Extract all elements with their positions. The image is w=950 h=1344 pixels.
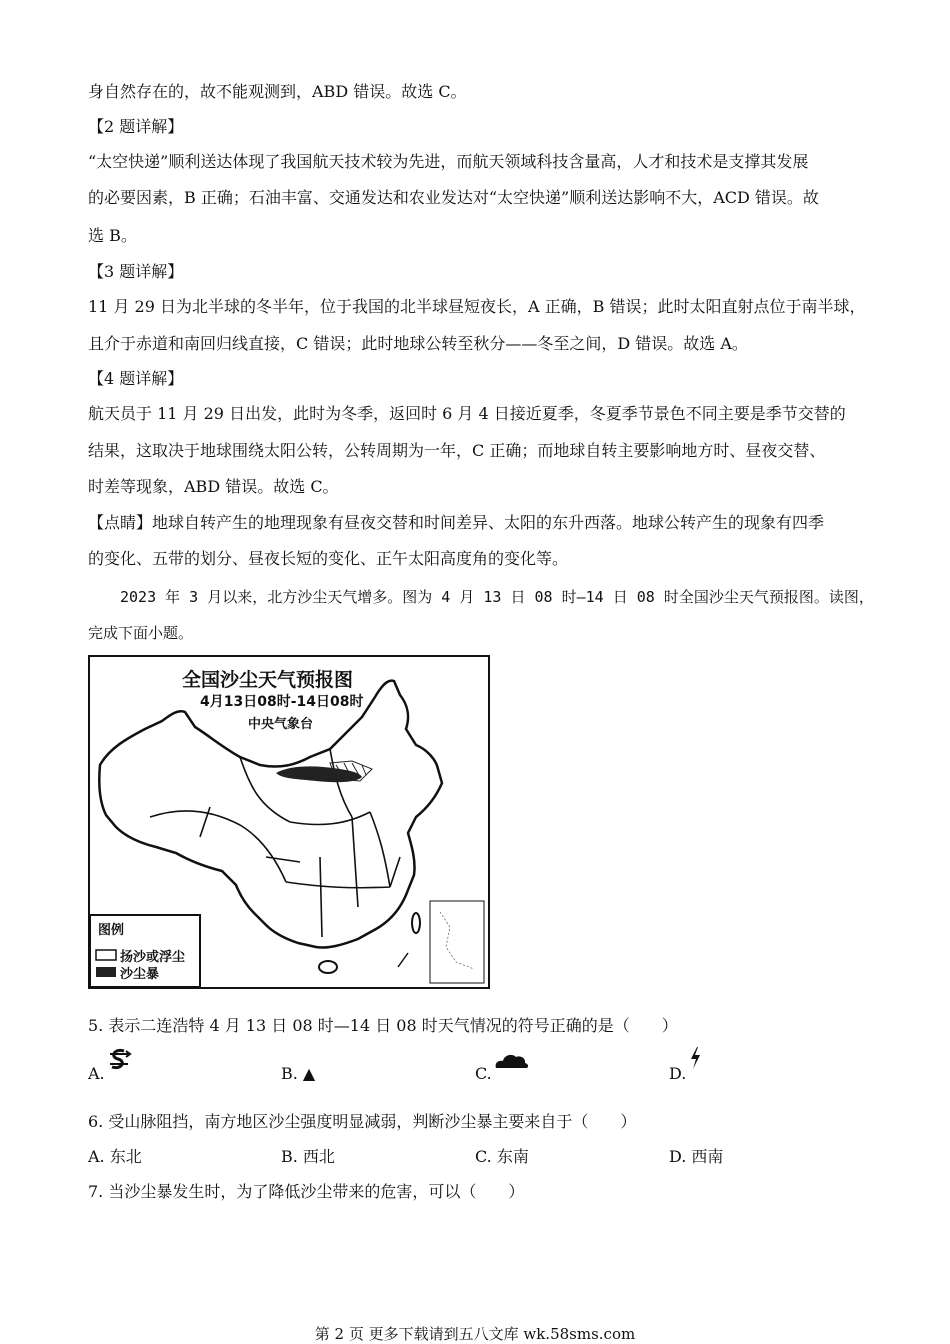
paragraph-line-4: 选 B。 (88, 226, 137, 245)
paragraph-line-8: 结果，这取决于地球围绕太阳公转，公转周期为一年，C 正确；而地球自转主要影响地方时、昼夜交替、 (88, 441, 826, 460)
map-subtitle: 4月13日08时-14日08时 (200, 694, 364, 710)
q5-option-a-label: A. (88, 1064, 105, 1083)
q5-option-b-label: B. ▲ (281, 1064, 316, 1083)
cloud-icon (494, 1052, 530, 1070)
paragraph-line-6: 且介于赤道和南回归线直接，C 错误；此时地球公转至秋分——冬至之间，D 错误。故选 A。 (88, 334, 748, 353)
sandstorm-weather-icon (106, 1048, 132, 1070)
paragraph-line-9: 时差等现象，ABD 错误。故选 C。 (88, 477, 339, 496)
lightning-icon (688, 1046, 702, 1070)
q5-option-c[interactable] (475, 1064, 492, 1084)
q6-option-c[interactable]: C. 东南 (475, 1147, 529, 1166)
section-heading-q2: 【2 题详解】 (88, 117, 184, 136)
intro-line-2: 完成下面小题。 (88, 624, 194, 642)
question-5-stem: 5. 表示二连浩特 4 月 13 日 08 时—14 日 08 时天气情况的符号正确的是（ ） (88, 1016, 678, 1035)
legend-title: 图例 (98, 923, 125, 938)
paragraph-line-2: “太空快递”顺利送达体现了我国航天技术较为先进，而航天领域科技含量高，人才和技术是支撑其发展 (88, 152, 809, 171)
intro-line-1: 2023 年 3 月以来，北方沙尘天气增多。图为 4 月 13 日 08 时—14 日 08 时全国沙尘天气预报图。读图， (120, 588, 874, 606)
legend-label-blowing-sand: 扬沙或浮尘 (120, 950, 186, 965)
tip-line-1: 【点睛】地球自转产生的地理现象有昼夜交替和时间差异、太阳的东升西落。地球公转产生的现象有四季 (88, 513, 825, 532)
paragraph-line-1: 身自然存在的，故不能观测到，ABD 错误。故选 C。 (88, 82, 467, 101)
q5-option-c-label: C. (475, 1064, 492, 1083)
q6-option-d[interactable]: D. 西南 (669, 1147, 724, 1166)
paragraph-line-5: 11 月 29 日为北半球的冬半年，位于我国的北半球昼短夜长，A 正确，B 错误；此时太阳直射点位于南半球， (88, 297, 866, 316)
legend-swatch-sandstorm (96, 967, 116, 977)
q6-option-a[interactable]: A. 东北 (88, 1147, 142, 1166)
section-heading-q3: 【3 题详解】 (88, 262, 184, 281)
question-7-stem: 7. 当沙尘暴发生时，为了降低沙尘带来的危害，可以（ ） (88, 1182, 525, 1201)
map-source: 中央气象台 (248, 717, 314, 732)
page-footer: 第 2 页 更多下载请到五八文库 wk.58sms.com (314, 1325, 636, 1343)
q5-option-d-label: D. (669, 1064, 687, 1083)
map-title: 全国沙尘天气预报图 (182, 669, 354, 691)
paragraph-line-7: 航天员于 11 月 29 日出发，此时为冬季，返回时 6 月 4 日接近夏季，冬夏季节景色不同主要是季节交替的 (88, 404, 846, 423)
legend-label-sandstorm: 沙尘暴 (120, 967, 160, 982)
q6-option-b[interactable]: B. 西北 (281, 1147, 335, 1166)
q5-option-a[interactable] (88, 1064, 105, 1084)
paragraph-line-3: 的必要因素，B 正确；石油丰富、交通发达和农业发达对“太空快递”顺利送达影响不大，ACD 错误。故 (88, 188, 819, 207)
dust-forecast-map (88, 655, 490, 989)
q5-option-b[interactable] (281, 1064, 315, 1084)
tip-line-2: 的变化、五带的划分、昼夜长短的变化、正午太阳高度角的变化等。 (88, 549, 569, 568)
question-6-stem: 6. 受山脉阻挡，南方地区沙尘强度明显减弱，判断沙尘暴主要来自于（ ） (88, 1112, 637, 1131)
section-heading-q4: 【4 题详解】 (88, 369, 184, 388)
q5-option-d[interactable] (669, 1064, 686, 1084)
